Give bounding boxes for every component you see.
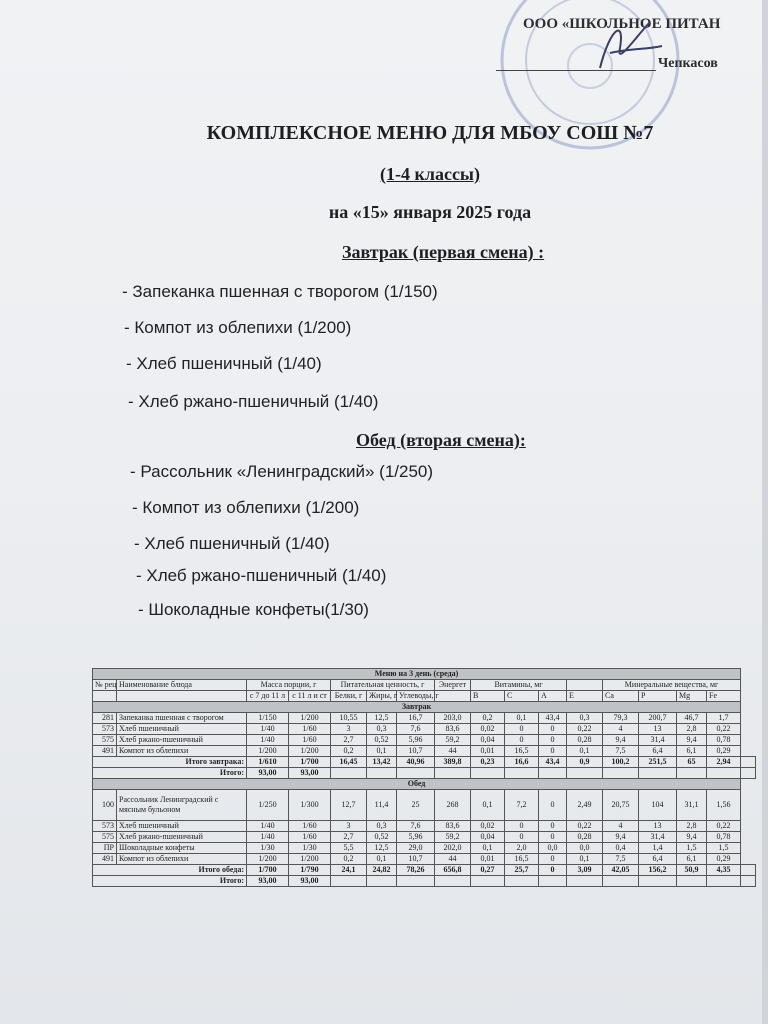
table-cell: 9,4 — [677, 832, 707, 843]
total-cell: 40,96 — [397, 757, 435, 768]
nutrition-table-container — [92, 668, 756, 930]
total-cell: 93,00 — [247, 876, 289, 887]
table-row — [93, 746, 756, 757]
total-label: Итого: — [93, 876, 247, 887]
table-cell: 12,5 — [367, 843, 397, 854]
nutrition-table — [92, 668, 756, 887]
table-cell: 0,0 — [539, 843, 567, 854]
table-cell: 1/200 — [247, 746, 289, 757]
table-cell: 16,7 — [397, 713, 435, 724]
table-cell: 0,29 — [707, 746, 741, 757]
total-empty — [367, 876, 397, 887]
table-cell: 0 — [539, 790, 567, 821]
table-cell: 0,02 — [471, 821, 505, 832]
total-empty — [707, 876, 741, 887]
table-cell: 83,6 — [435, 724, 471, 735]
table-cell: 29,0 — [397, 843, 435, 854]
total-cell: 25,7 — [505, 865, 539, 876]
recipe-number: 100 — [93, 790, 117, 821]
total-cell: 4,35 — [707, 865, 741, 876]
table-cell: 59,2 — [435, 832, 471, 843]
table-cell: 104 — [639, 790, 677, 821]
table-cell: 9,4 — [603, 735, 639, 746]
table-cell: 0,22 — [707, 724, 741, 735]
table-cell: 2,7 — [331, 832, 367, 843]
grades-subtitle: (1-4 классы) — [380, 164, 480, 184]
table-cell: 5,96 — [397, 832, 435, 843]
table-cell: 0,1 — [471, 790, 505, 821]
total-cell: 13,42 — [367, 757, 397, 768]
breakfast-item: - Хлеб пшеничный (1/40) — [126, 354, 322, 373]
table-cell: 0,2 — [471, 713, 505, 724]
table-cell: 10,7 — [397, 746, 435, 757]
header-empty — [567, 680, 603, 691]
table-caption: Меню на 3 день (среда) — [93, 669, 741, 680]
table-cell: 1,7 — [707, 713, 741, 724]
recipe-number: 491 — [93, 854, 117, 865]
header-p: Р — [639, 691, 677, 702]
total-empty — [471, 768, 505, 779]
lunch-item: - Шоколадные конфеты(1/30) — [138, 600, 369, 619]
total-cell: 100,2 — [603, 757, 639, 768]
table-cell: 0,52 — [367, 735, 397, 746]
dish-name: Шоколадные конфеты — [117, 843, 247, 854]
dish-name: Хлеб ржано-пшеничный — [117, 735, 247, 746]
table-cell: 0,3 — [367, 821, 397, 832]
dish-name: Рассольник Ленинградский с мясным бульоном — [117, 790, 247, 821]
lunch-item: - Компот из облепихи (1/200) — [132, 498, 360, 517]
table-row — [93, 821, 756, 832]
header-carbs: Углеводы, г — [397, 691, 435, 702]
table-cell: 44 — [435, 854, 471, 865]
table-cell: 0 — [539, 821, 567, 832]
breakfast-total-row — [93, 757, 756, 768]
table-cell: 0,22 — [567, 821, 603, 832]
recipe-number: ПР — [93, 843, 117, 854]
total-cell: 251,5 — [639, 757, 677, 768]
lunch-item: - Хлеб пшеничный (1/40) — [134, 534, 330, 553]
header-vit-c: С — [505, 691, 539, 702]
breakfast-grand-total-row — [93, 768, 756, 779]
total-cell: 389,8 — [435, 757, 471, 768]
table-cell: 1/40 — [247, 735, 289, 746]
header-mass: Масса порции, г — [247, 680, 331, 691]
table-cell: 25 — [397, 790, 435, 821]
lunch-item: - Хлеб ржано-пшеничный (1/40) — [136, 566, 387, 585]
table-cell: 6,1 — [677, 746, 707, 757]
total-cell: 50,9 — [677, 865, 707, 876]
table-cell: 1/40 — [247, 832, 289, 843]
table-row — [93, 724, 756, 735]
table-cell: 7,6 — [397, 724, 435, 735]
total-cell: 0,27 — [471, 865, 505, 876]
table-cell: 7,5 — [603, 854, 639, 865]
table-cell: 1/40 — [247, 724, 289, 735]
dish-name: Хлеб пшеничный — [117, 724, 247, 735]
total-cell: 24,82 — [367, 865, 397, 876]
table-cell: 1,5 — [707, 843, 741, 854]
total-empty — [471, 876, 505, 887]
table-cell: 7,6 — [397, 821, 435, 832]
header-fe: Fe — [707, 691, 741, 702]
header-minerals: Минеральные вещества, мг — [603, 680, 741, 691]
lunch-heading: Обед (вторая смена): — [356, 430, 526, 450]
table-cell: 200,7 — [639, 713, 677, 724]
table-row — [93, 735, 756, 746]
table-cell: 31,4 — [639, 832, 677, 843]
breakfast-item: - Хлеб ржано-пшеничный (1/40) — [128, 392, 379, 411]
table-cell: 1/300 — [289, 790, 331, 821]
total-cell: 1/790 — [289, 865, 331, 876]
table-cell: 12,5 — [367, 713, 397, 724]
table-cell: 31,4 — [639, 735, 677, 746]
table-cell: 3 — [331, 724, 367, 735]
table-cell: 0,28 — [567, 735, 603, 746]
table-cell: 11,4 — [367, 790, 397, 821]
total-empty — [677, 876, 707, 887]
table-cell: 0,2 — [331, 854, 367, 865]
table-cell: 0 — [505, 735, 539, 746]
header-vit-b: В — [471, 691, 505, 702]
table-cell: 0,01 — [471, 746, 505, 757]
table-cell: 1/30 — [247, 843, 289, 854]
table-row — [93, 790, 756, 821]
table-cell: 79,3 — [603, 713, 639, 724]
table-cell: 2,7 — [331, 735, 367, 746]
header2-empty — [93, 691, 117, 702]
table-cell: 16,5 — [505, 746, 539, 757]
table-cell: 0,4 — [603, 843, 639, 854]
lunch-grand-total-row — [93, 876, 756, 887]
total-empty — [639, 876, 677, 887]
table-cell: 1/250 — [247, 790, 289, 821]
total-empty — [397, 876, 435, 887]
total-cell: 42,05 — [603, 865, 639, 876]
total-cell: 0 — [539, 865, 567, 876]
recipe-number: 575 — [93, 735, 117, 746]
total-empty — [539, 876, 567, 887]
table-cell: 0,29 — [707, 854, 741, 865]
total-empty — [603, 768, 639, 779]
total-empty — [603, 876, 639, 887]
total-empty — [741, 768, 756, 779]
signer-name: Чепкасов — [658, 56, 718, 71]
table-cell: 9,4 — [603, 832, 639, 843]
total-cell: 1/610 — [247, 757, 289, 768]
table-cell: 0,2 — [331, 746, 367, 757]
total-empty — [539, 768, 567, 779]
lunch-item: - Рассольник «Ленинградский» (1/250) — [130, 462, 434, 481]
total-cell: 65 — [677, 757, 707, 768]
header-mass-a: с 7 до 11 л — [247, 691, 289, 702]
header-protein: Белки, г — [331, 691, 367, 702]
table-cell: 1/30 — [289, 843, 331, 854]
total-cell: 0,23 — [471, 757, 505, 768]
breakfast-item: - Компот из облепихи (1/200) — [124, 318, 352, 337]
total-cell: 1/700 — [289, 757, 331, 768]
table-cell: 1/60 — [289, 724, 331, 735]
header-fat: Жиры, г — [367, 691, 397, 702]
table-cell: 13 — [639, 821, 677, 832]
table-cell: 0,04 — [471, 832, 505, 843]
table-cell: 1/40 — [247, 821, 289, 832]
total-cell: 93,00 — [247, 768, 289, 779]
table-cell: 59,2 — [435, 735, 471, 746]
total-label: Итого завтрака: — [93, 757, 247, 768]
table-cell: 0 — [539, 746, 567, 757]
table-cell: 0,01 — [471, 854, 505, 865]
header-mass-b: с 11 л и ст — [289, 691, 331, 702]
header-num: № рец — [93, 680, 117, 691]
header-mg: Mg — [677, 691, 707, 702]
table-cell: 0 — [505, 724, 539, 735]
table-cell: 6,4 — [639, 854, 677, 865]
table-cell: 10,55 — [331, 713, 367, 724]
total-label: Итого: — [93, 768, 247, 779]
total-empty — [741, 757, 756, 768]
organization-name: ООО «ШКОЛЬНОЕ ПИТАН — [523, 16, 721, 32]
total-cell: 1/700 — [247, 865, 289, 876]
total-empty — [435, 876, 471, 887]
table-row — [93, 854, 756, 865]
table-cell: 0,3 — [567, 713, 603, 724]
table-cell: 0 — [539, 832, 567, 843]
table-cell: 1/60 — [289, 735, 331, 746]
table-cell: 20,75 — [603, 790, 639, 821]
total-cell: 3,09 — [567, 865, 603, 876]
table-cell: 0,0 — [567, 843, 603, 854]
recipe-number: 281 — [93, 713, 117, 724]
dish-name: Компот из облепихи — [117, 746, 247, 757]
table-cell: 0 — [539, 735, 567, 746]
table-cell: 31,1 — [677, 790, 707, 821]
table-cell: 1/200 — [289, 854, 331, 865]
header2-empty — [117, 691, 247, 702]
table-cell: 1/200 — [247, 854, 289, 865]
total-empty — [397, 768, 435, 779]
total-empty — [567, 768, 603, 779]
total-empty — [505, 876, 539, 887]
table-cell: 1,5 — [677, 843, 707, 854]
table-cell: 0,1 — [505, 713, 539, 724]
total-cell: 656,8 — [435, 865, 471, 876]
total-cell: 93,00 — [289, 768, 331, 779]
header-energy: Энергет — [435, 680, 471, 691]
total-empty — [331, 768, 367, 779]
table-row — [93, 843, 756, 854]
recipe-number: 491 — [93, 746, 117, 757]
total-empty — [639, 768, 677, 779]
table-cell: 7,5 — [603, 746, 639, 757]
recipe-number: 573 — [93, 821, 117, 832]
header-nutrition: Питательная ценность, г — [331, 680, 435, 691]
total-cell: 16,6 — [505, 757, 539, 768]
table-cell: 203,0 — [435, 713, 471, 724]
table-cell: 5,96 — [397, 735, 435, 746]
dish-name: Хлеб ржано-пшеничный — [117, 832, 247, 843]
table-cell: 0,28 — [567, 832, 603, 843]
total-cell: 93,00 — [289, 876, 331, 887]
table-cell: 9,4 — [677, 735, 707, 746]
table-cell: 1/200 — [289, 746, 331, 757]
total-empty — [741, 865, 756, 876]
table-row — [93, 832, 756, 843]
table-cell: 0 — [505, 832, 539, 843]
section-band: Обед — [93, 779, 741, 790]
page-title: КОМПЛЕКСНОЕ МЕНЮ ДЛЯ МБОУ СОШ №7 — [206, 122, 654, 144]
total-empty — [505, 768, 539, 779]
dish-name: Хлеб пшеничный — [117, 821, 247, 832]
table-cell: 44 — [435, 746, 471, 757]
table-cell: 1/150 — [247, 713, 289, 724]
table-cell: 2,0 — [505, 843, 539, 854]
table-cell: 0,1 — [567, 746, 603, 757]
total-empty — [331, 876, 367, 887]
table-cell: 4 — [603, 724, 639, 735]
table-row — [93, 713, 756, 724]
header2-empty — [435, 691, 471, 702]
dish-name: Запеканка пшенная с творогом — [117, 713, 247, 724]
table-cell: 7,2 — [505, 790, 539, 821]
table-cell: 10,7 — [397, 854, 435, 865]
table-cell: 0,22 — [567, 724, 603, 735]
table-cell: 0,1 — [471, 843, 505, 854]
total-empty — [741, 876, 756, 887]
table-cell: 0 — [539, 724, 567, 735]
table-cell: 0,78 — [707, 735, 741, 746]
table-cell: 268 — [435, 790, 471, 821]
table-cell: 0 — [539, 854, 567, 865]
breakfast-heading: Завтрак (первая смена) : — [342, 242, 545, 262]
table-cell: 0,1 — [567, 854, 603, 865]
table-cell: 0,52 — [367, 832, 397, 843]
table-cell: 1/200 — [289, 713, 331, 724]
table-cell: 1,4 — [639, 843, 677, 854]
dish-name: Компот из облепихи — [117, 854, 247, 865]
recipe-number: 575 — [93, 832, 117, 843]
table-cell: 43,4 — [539, 713, 567, 724]
table-cell: 83,6 — [435, 821, 471, 832]
total-cell: 16,45 — [331, 757, 367, 768]
table-cell: 0,1 — [367, 746, 397, 757]
breakfast-item: - Запеканка пшенная с творогом (1/150) — [122, 282, 438, 301]
table-cell: 12,7 — [331, 790, 367, 821]
table-cell: 0,04 — [471, 735, 505, 746]
total-empty — [435, 768, 471, 779]
total-label: Итого обеда: — [93, 865, 247, 876]
header-vitamins: Витамины, мг — [471, 680, 567, 691]
total-cell: 78,26 — [397, 865, 435, 876]
table-cell: 0,3 — [367, 724, 397, 735]
table-cell: 1,56 — [707, 790, 741, 821]
total-empty — [567, 876, 603, 887]
total-empty — [707, 768, 741, 779]
table-cell: 3 — [331, 821, 367, 832]
table-cell: 46,7 — [677, 713, 707, 724]
table-cell: 4 — [603, 821, 639, 832]
header-vit-e: Е — [567, 691, 603, 702]
total-empty — [367, 768, 397, 779]
table-cell: 6,1 — [677, 854, 707, 865]
total-cell: 156,2 — [639, 865, 677, 876]
table-cell: 0,78 — [707, 832, 741, 843]
header-vit-a: А — [539, 691, 567, 702]
table-cell: 1/60 — [289, 832, 331, 843]
table-cell: 2,8 — [677, 724, 707, 735]
table-cell: 1/60 — [289, 821, 331, 832]
total-cell: 0,9 — [567, 757, 603, 768]
table-cell: 0,02 — [471, 724, 505, 735]
total-cell: 24,1 — [331, 865, 367, 876]
total-cell: 43,4 — [539, 757, 567, 768]
table-cell: 0,1 — [367, 854, 397, 865]
total-empty — [677, 768, 707, 779]
table-cell: 0,22 — [707, 821, 741, 832]
total-cell: 2,94 — [707, 757, 741, 768]
table-cell: 2,8 — [677, 821, 707, 832]
lunch-total-row — [93, 865, 756, 876]
table-cell: 6,4 — [639, 746, 677, 757]
header-ca: Са — [603, 691, 639, 702]
table-cell: 2,49 — [567, 790, 603, 821]
handwritten-signature — [580, 8, 670, 78]
table-cell: 13 — [639, 724, 677, 735]
header-name: Наименование блюда — [117, 680, 247, 691]
menu-date: на «15» января 2025 года — [328, 202, 532, 222]
page-edge — [762, 0, 768, 1024]
table-cell: 0 — [505, 821, 539, 832]
table-cell: 16,5 — [505, 854, 539, 865]
table-cell: 5,5 — [331, 843, 367, 854]
table-cell: 202,0 — [435, 843, 471, 854]
section-band: Завтрак — [93, 702, 741, 713]
recipe-number: 573 — [93, 724, 117, 735]
